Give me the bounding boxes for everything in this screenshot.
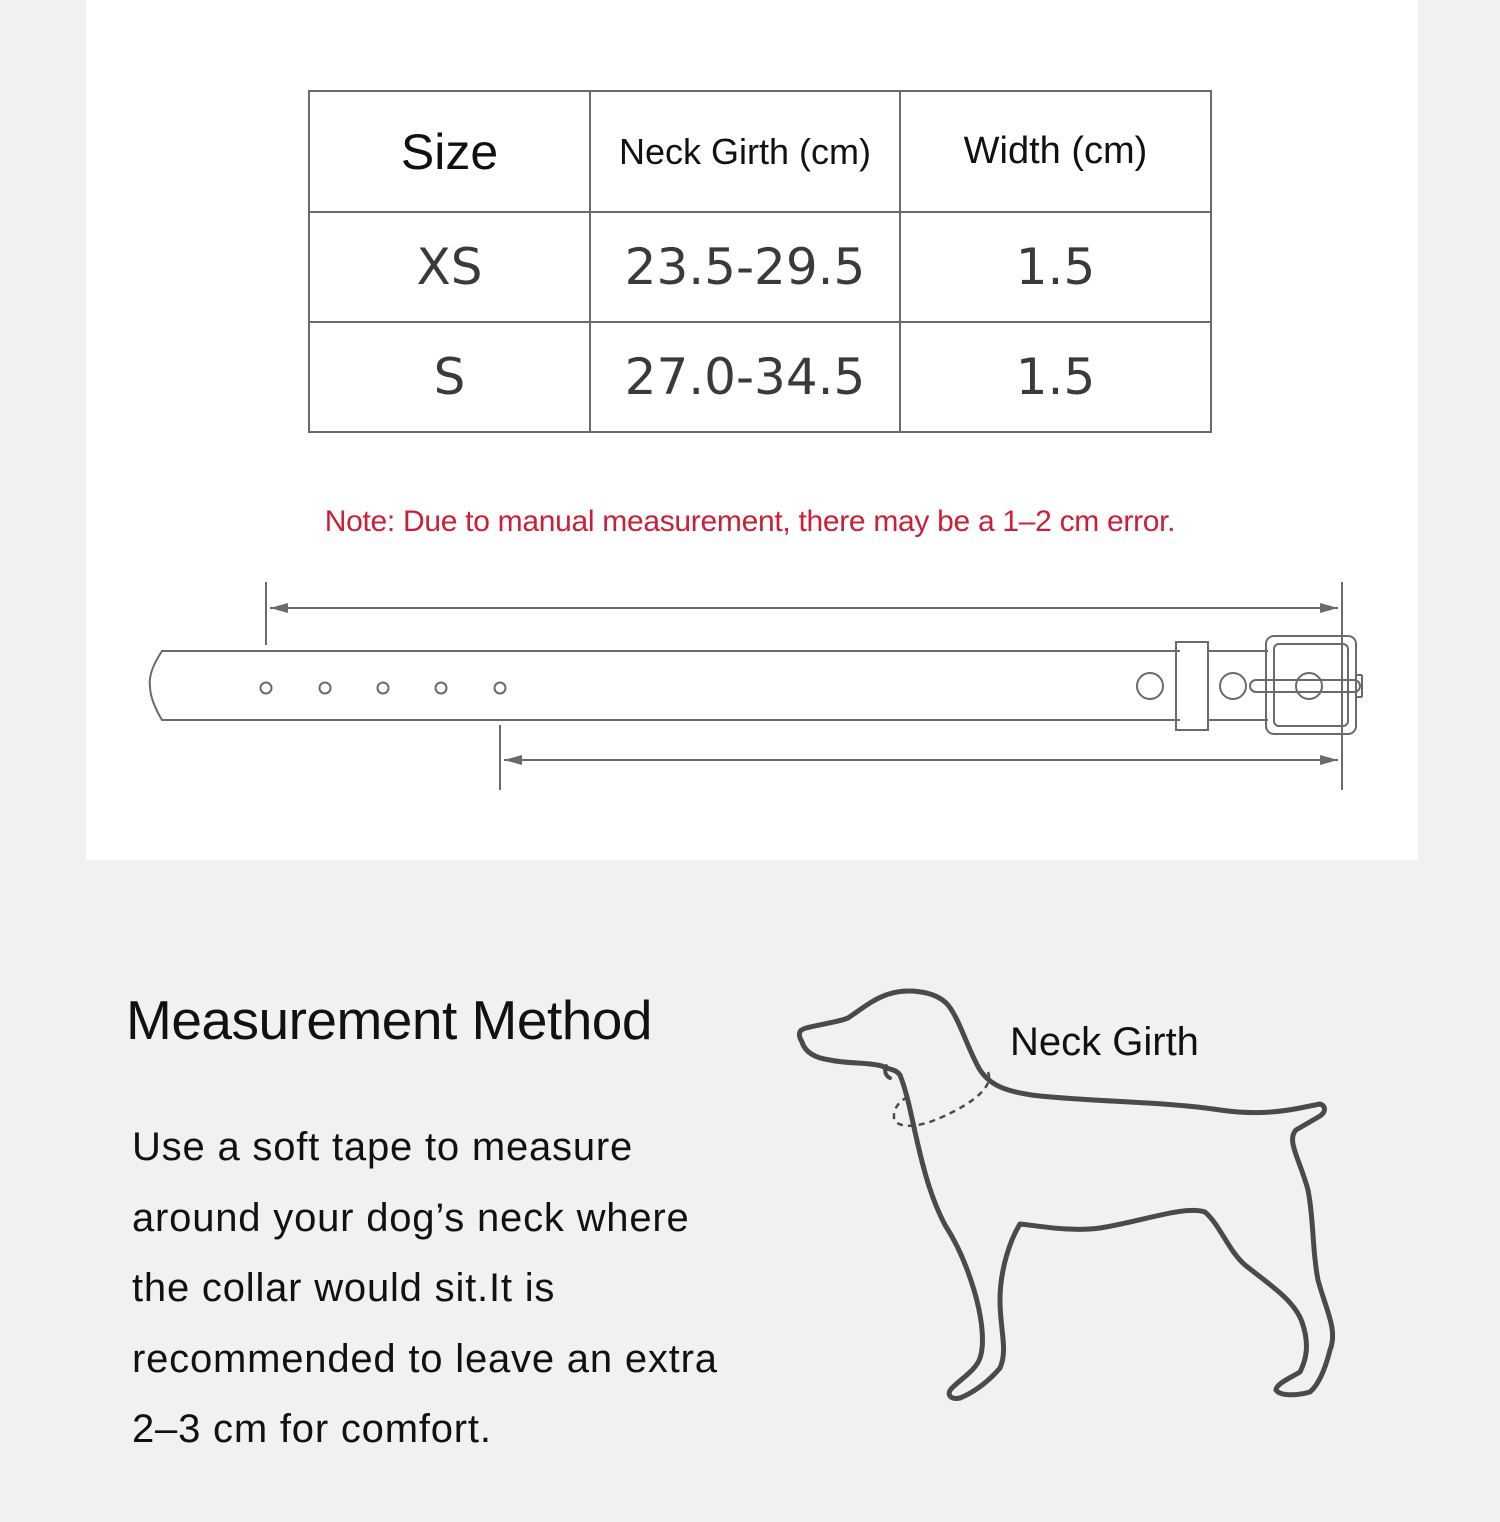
width-cell: 1.5 [900,322,1211,432]
collar-strap [150,651,1180,720]
size-table [308,90,1212,433]
neck-girth-header: Neck Girth (cm) [590,91,900,212]
method-line: the collar would sit.It is [132,1266,556,1310]
size-header: Size [309,91,590,212]
width-cell: 1.5 [900,212,1211,322]
neck-girth-cell: 27.0-34.5 [590,322,900,432]
dog-silhouette-icon [780,980,1360,1420]
size-cell: S [309,322,590,432]
method-line: around your dog’s neck where [132,1195,690,1240]
width-header: Width (cm) [900,91,1211,212]
method-line: Use a soft tape to measure [132,1125,634,1169]
neck-girth-cell: 23.5-29.5 [590,212,900,322]
method-title: Measurement Method [126,989,652,1051]
size-cell: XS [309,212,590,322]
collar-holes [261,683,506,694]
method-line: 2–3 cm for comfort. [132,1407,492,1451]
collar-keeper [1176,642,1208,730]
measurement-note: Note: Due to manual measurement, there may be a 1–2 cm error. [324,505,1176,538]
method-description [132,1112,792,1465]
method-line: recommended to leave an extra [132,1336,718,1381]
table-row [309,322,1211,432]
collar-diagram [0,570,1500,800]
table-row [309,212,1211,322]
neck-girth-dimension-line [266,582,1342,790]
adjustable-length-dimension-line [500,725,1338,790]
neck-girth-label: Neck Girth [1010,1020,1199,1064]
table-header-row [309,91,1211,212]
buckle-icon [1250,636,1362,734]
